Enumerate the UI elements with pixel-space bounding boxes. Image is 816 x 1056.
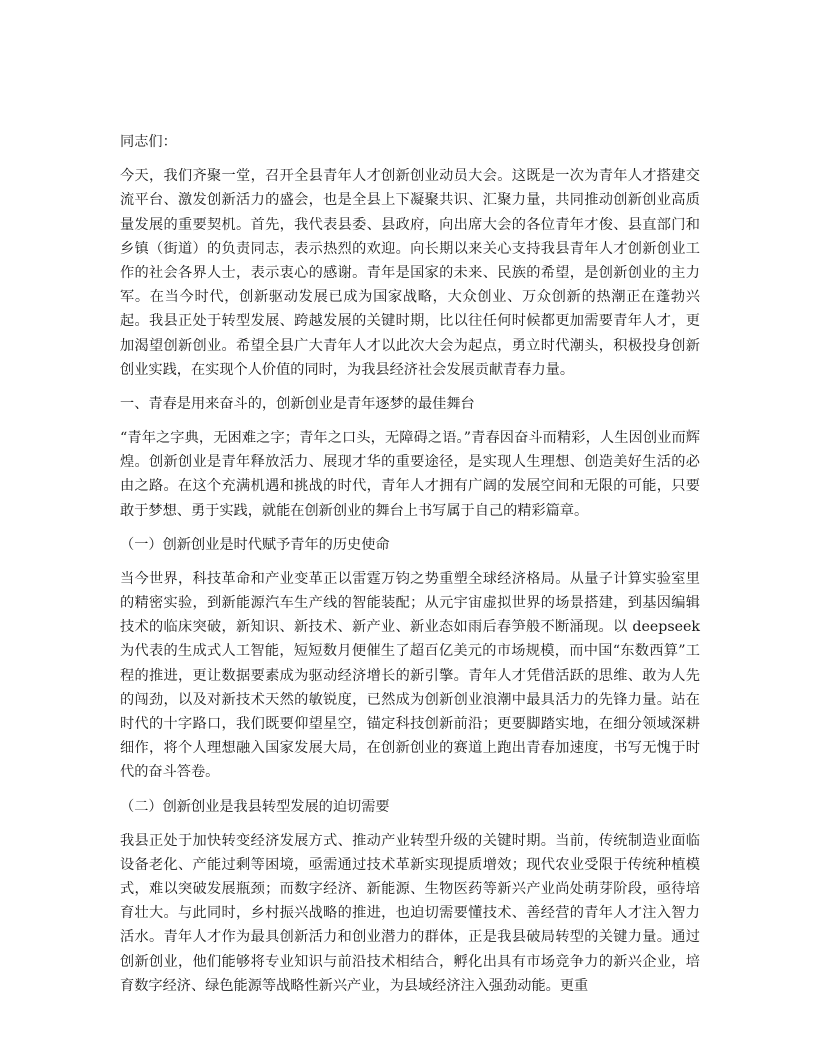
section-heading-1: 一、青春是用来奋斗的，创新创业是青年逐梦的最佳舞台 (120, 396, 475, 413)
spacer (120, 523, 700, 533)
subsection-1-paragraph: 当今世界，科技革命和产业变革正以雷霆万钧之势重塑全球经济格局。从量子计算实验室里的精密实验，到新能源汽车生产线的智能装配；从元宇宙虚拟世界的场景搭建，到基因编辑技术的临床突破，新知识、新技术、新产业、新业态如雨后春笋般不断涌现。以 deepseek 为代表的生成式人工智能，短短数月便催生了超百亿美元的市场规模，而中国“东数西算”工程的推进，更让数据要素成为驱动经济增长的新引擎。青年人才凭借活跃的思维、敢为人先的闯劲，以及对新技术天然的敏锐度，已然成为创新创业浪潮中最具活力的先锋力量。站在时代的十字路口，我们既要仰望星空，锚定科技创新前沿；更要脚踏实地，在细分领域深耕细作，将个人理想融入国家发展大局，在创新创业的赛道上跑出青春加速度，书写无愧于时代的奋斗答卷。 (120, 570, 700, 781)
subsection-heading-1: （一）创新创业是时代赋予青年的历史使命 (120, 536, 390, 553)
intro-paragraph: 今天，我们齐聚一堂，召开全县青年人才创新创业动员大会。这既是一次为青年人才搭建交流平台、激发创新活力的盛会，也是全县上下凝聚共识、汇聚力量，共同推动创新创业高质量发展的重要契机。首先，我代表县委、县政府，向出席大会的各位青年才俊、县直部门和乡镇（街道）的负责同志，表示热烈的欢迎。向长期以来关心支持我县青年人才创新创业工作的社会各界人士，表示衷心的感谢。青年是国家的未来、民族的希望，是创新创业的主力军。在当今时代，创新驱动发展已成为国家战略，大众创业、万众创新的热潮正在蓬勃兴起。我县正处于转型发展、跨越发展的关键时期，比以往任何时候都更加需要青年人才，更加渴望创新创业。希望全县广大青年人才以此次大会为起点，勇立时代潮头，积极投身创新创业实践，在实现个人价值的同时，为我县经济社会发展贡献青春力量。 (120, 168, 700, 378)
subsection-heading-2: （二）创新创业是我县转型发展的迫切需要 (120, 798, 390, 815)
spacer (120, 154, 700, 164)
section-1-paragraph: “青年之字典，无困难之字；青年之口头，无障碍之语。”青春因奋斗而精彩，人生因创业而辉煌。创新创业是青年释放活力、展现才华的重要途径，是实现人生理想、创造美好生活的必由之路。在这个充满机遇和挑战的时代，青年人才拥有广阔的发展空间和无限的可能，只要敢于梦想、勇于实践，就能在创新创业的舞台上书写属于自己的精彩篇章。 (120, 430, 700, 519)
spacer (120, 416, 700, 426)
spacer (120, 785, 700, 795)
spacer (120, 819, 700, 829)
spacer (120, 382, 700, 392)
salutation: 同志们： (120, 134, 177, 150)
document-page (120, 130, 700, 998)
spacer (120, 557, 700, 567)
subsection-2-paragraph: 我县正处于加快转变经济发展方式、推动产业转型升级的关键时期。当前，传统制造业面临设备老化、产能过剩等困境，亟需通过技术革新实现提质增效；现代农业受限于传统种植模式，难以突破发展瓶颈；而数字经济、新能源、生物医药等新兴产业尚处萌芽阶段，亟待培育壮大。与此同时，乡村振兴战略的推进，也迫切需要懂技术、善经营的青年人才注入智力活水。青年人才作为最具创新活力和创业潜力的群体，正是我县破局转型的关键力量。通过创新创业，他们能够将专业知识与前沿技术相结合，孵化出具有市场竞争力的新兴企业，培育数字经济、绿色能源等战略性新兴产业，为县域经济注入强劲动能。更重 (120, 832, 700, 994)
